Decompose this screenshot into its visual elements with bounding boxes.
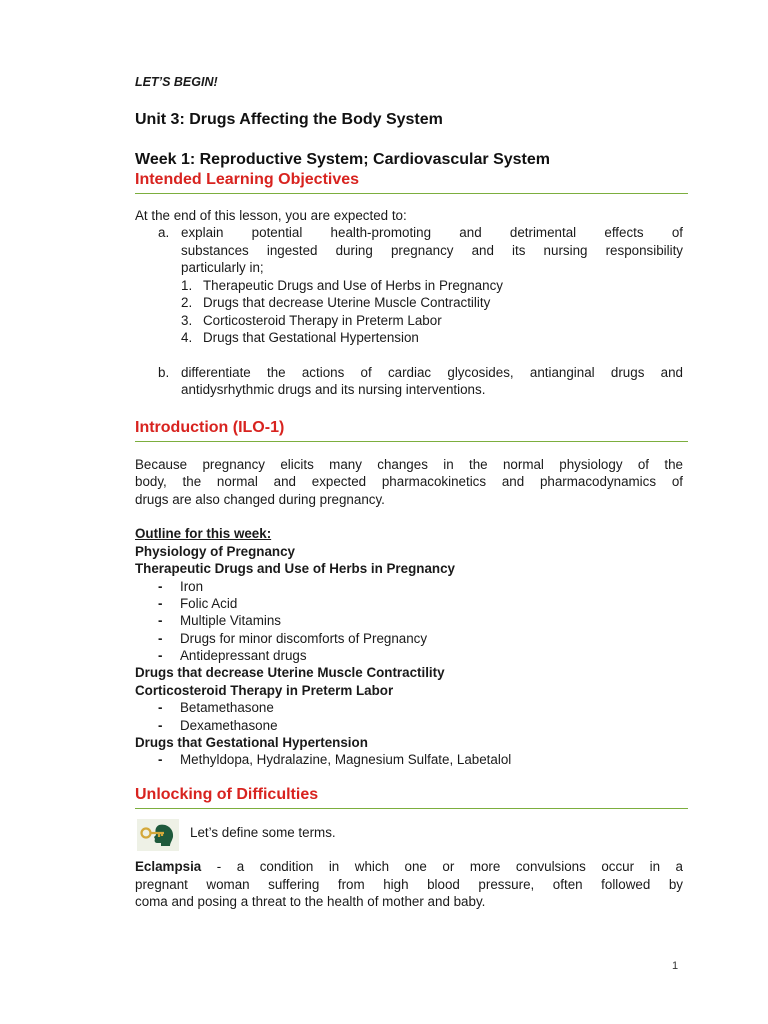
list-item-text: Drugs for minor discomforts of Pregnancy: [180, 631, 428, 646]
list-item-text: Betamethasone: [180, 700, 274, 715]
outline-physiology: Physiology of Pregnancy: [135, 544, 295, 559]
page-number: 1: [672, 960, 679, 972]
eclampsia-line1: [135, 858, 683, 876]
numbered-item: [181, 329, 419, 347]
objective-b-line1: differentiate the actions of cardiac glycosides, antianginal drugs and: [181, 365, 683, 380]
outline-list-item: [158, 647, 307, 665]
numbered-item-num: 2.: [181, 295, 193, 310]
eclampsia-line2: pregnant woman suffering from high blood pressure, often followed by: [135, 877, 683, 892]
objective-b-line2: antidysrhythmic drugs and its nursing interventions.: [181, 382, 486, 397]
introduction-line1: Because pregnancy elicits many changes in the normal physiology of the: [135, 457, 683, 472]
objective-a-line2: substances ingested during pregnancy and its nursing responsibility: [181, 243, 683, 258]
objectives-intro: At the end of this lesson, you are expected to:: [135, 208, 407, 223]
lets-begin-label: LET’S BEGIN!: [135, 75, 218, 89]
numbered-item-text: Corticosteroid Therapy in Preterm Labor: [203, 313, 442, 328]
introduction-line2: body, the normal and expected pharmacokinetics and pharmacodynamics of: [135, 474, 683, 489]
list-item-text: Multiple Vitamins: [180, 613, 281, 628]
dash-bullet: -: [158, 579, 163, 594]
numbered-item-num: 1.: [181, 278, 193, 293]
list-item-text: Iron: [180, 579, 204, 594]
numbered-item-text: Therapeutic Drugs and Use of Herbs in Pregnancy: [203, 278, 503, 293]
numbered-item: [181, 312, 442, 330]
dash-bullet: -: [158, 596, 163, 611]
outline-list-item: [158, 578, 203, 596]
dash-bullet: -: [158, 752, 163, 767]
dash-bullet: -: [158, 648, 163, 663]
list-item-text: Folic Acid: [180, 596, 238, 611]
difficulties-rule: [135, 808, 688, 809]
outline-corticosteroid: Corticosteroid Therapy in Preterm Labor: [135, 683, 394, 698]
numbered-item: [181, 277, 503, 295]
objective-a-line3: particularly in;: [181, 260, 264, 275]
objective-a-marker: a.: [158, 225, 170, 240]
numbered-item-text: Drugs that Gestational Hypertension: [203, 330, 419, 345]
outline-uterine: Drugs that decrease Uterine Muscle Contractility: [135, 665, 445, 680]
outline-list-item: [158, 630, 427, 648]
unit-title: Unit 3: Drugs Affecting the Body System: [135, 111, 443, 128]
introduction-rule: [135, 441, 688, 442]
objectives-heading: Intended Learning Objectives: [135, 171, 360, 188]
outline-therapeutic: Therapeutic Drugs and Use of Herbs in Pregnancy: [135, 561, 455, 576]
list-item-text: Dexamethasone: [180, 718, 278, 733]
difficulties-heading: Unlocking of Difficulties: [135, 786, 319, 803]
term-eclampsia: Eclampsia: [135, 859, 202, 874]
numbered-item-num: 3.: [181, 313, 193, 328]
outline-list-item: [158, 717, 278, 735]
objectives-rule: [135, 193, 688, 194]
define-terms-text: Let’s define some terms.: [190, 825, 336, 840]
dash-bullet: -: [158, 700, 163, 715]
outline-list-item: [158, 595, 237, 613]
outline-list-item: [158, 612, 281, 630]
outline-title: Outline for this week:: [135, 526, 272, 541]
dash-bullet: -: [158, 718, 163, 733]
outline-gestational: Drugs that Gestational Hypertension: [135, 735, 368, 750]
term-definition-start: - a condition in which one or more convulsions occur in a: [201, 859, 683, 874]
key-head-icon: [137, 819, 179, 851]
week-title: Week 1: Reproductive System; Cardiovascular System: [135, 151, 550, 168]
introduction-line3: drugs are also changed during pregnancy.: [135, 492, 385, 507]
dash-bullet: -: [158, 631, 163, 646]
dash-bullet: -: [158, 613, 163, 628]
outline-list-item: [158, 699, 274, 717]
list-item-text: Methyldopa, Hydralazine, Magnesium Sulfate, Labetalol: [180, 752, 512, 767]
numbered-item: [181, 294, 490, 312]
outline-list-item: [158, 751, 511, 769]
eclampsia-line3: coma and posing a threat to the health of mother and baby.: [135, 894, 486, 909]
numbered-item-text: Drugs that decrease Uterine Muscle Contractility: [203, 295, 491, 310]
objective-a-line1: explain potential health-promoting and detrimental effects of: [181, 225, 683, 240]
list-item-text: Antidepressant drugs: [180, 648, 307, 663]
introduction-heading: Introduction (ILO-1): [135, 419, 285, 436]
objective-b-marker: b.: [158, 365, 170, 380]
numbered-item-num: 4.: [181, 330, 193, 345]
